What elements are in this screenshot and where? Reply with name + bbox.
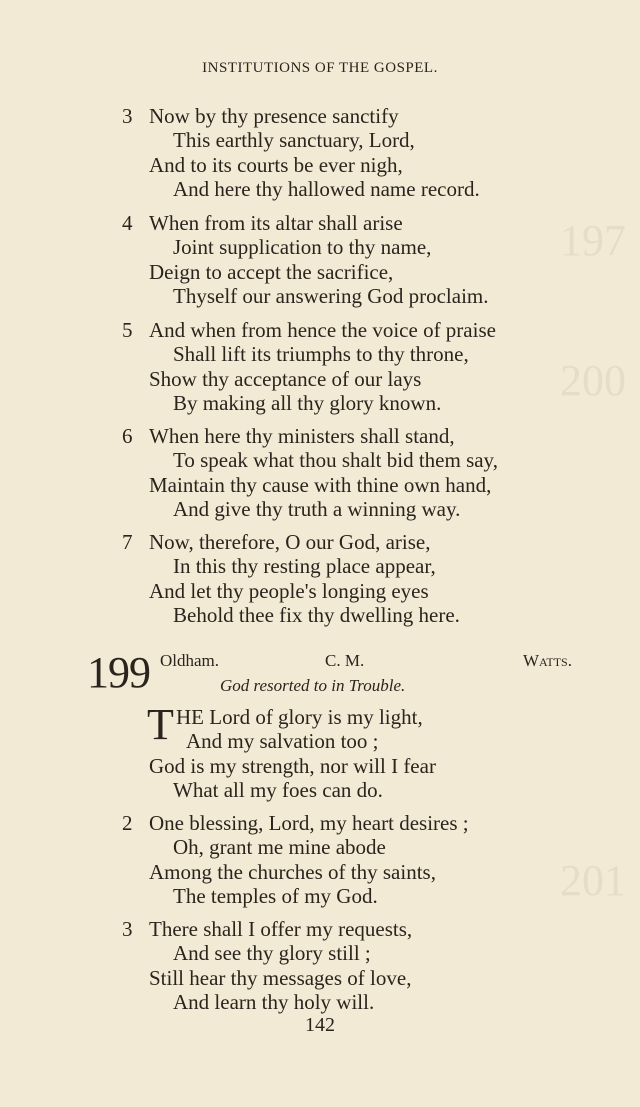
stanza-number: 5	[122, 318, 133, 342]
verse-line: Oh, grant me mine abode	[173, 835, 386, 859]
verse-line: And see thy glory still ;	[173, 941, 371, 965]
verse-line: This earthly sanctuary, Lord,	[173, 128, 415, 152]
verse-line: Maintain thy cause with thine own hand,	[149, 473, 492, 497]
hymn-title: God resorted to in Trouble.	[220, 676, 406, 695]
verse-line: The temples of my God.	[173, 884, 378, 908]
bleed-through-mark: 197	[560, 216, 626, 265]
meter: C. M.	[325, 651, 365, 670]
verse-line: In this thy resting place appear,	[173, 554, 436, 578]
verse-line: By making all thy glory known.	[173, 391, 442, 415]
author: Watts.	[523, 651, 572, 670]
verse-line: To speak what thou shalt bid them say,	[173, 448, 498, 472]
stanza-number: 3	[122, 917, 133, 941]
stanza-number: 4	[122, 211, 133, 235]
verse-line: And to its courts be ever nigh,	[149, 153, 403, 177]
verse-line: What all my foes can do.	[173, 778, 383, 802]
verse-line: Among the churches of thy saints,	[149, 860, 436, 884]
stanza-number: 3	[122, 104, 133, 128]
bleed-through-mark: 201	[560, 856, 626, 905]
verse-line: And give thy truth a winning way.	[173, 497, 461, 521]
verse-line: Show thy acceptance of our lays	[149, 367, 422, 391]
bleed-through-mark: 200	[560, 356, 626, 405]
verse-line: There shall I offer my requests,	[149, 917, 413, 941]
verse-line: And here thy hallowed name record.	[173, 177, 480, 201]
tune-name: Oldham.	[160, 651, 220, 670]
verse-line: Now, therefore, O our God, arise,	[149, 530, 431, 554]
verse-line: And my salvation too ;	[186, 729, 379, 753]
stanza-number: 7	[122, 530, 133, 554]
verse-line: One blessing, Lord, my heart desires ;	[149, 811, 469, 835]
verse-line: And when from hence the voice of praise	[149, 318, 496, 342]
verse-line: Joint supplication to thy name,	[173, 235, 432, 259]
drop-cap: T	[147, 700, 174, 749]
hymn-number: 199	[87, 648, 150, 697]
running-head: INSTITUTIONS OF THE GOSPEL.	[202, 60, 438, 76]
verse-line: Shall lift its triumphs to thy throne,	[173, 342, 469, 366]
verse-line: Behold thee fix thy dwelling here.	[173, 603, 460, 627]
stanza-number: 2	[122, 811, 133, 835]
verse-line: Deign to accept the sacrifice,	[149, 260, 394, 284]
verse-line: And learn thy holy will.	[173, 990, 375, 1014]
stanza-number: 6	[122, 424, 133, 448]
verse-line: Still hear thy messages of love,	[149, 966, 412, 990]
verse-line: HE Lord of glory is my light,	[176, 705, 423, 729]
verse-line: When from its altar shall arise	[149, 211, 403, 235]
verse-line: God is my strength, nor will I fear	[149, 754, 436, 778]
page-number: 142	[305, 1014, 335, 1036]
verse-line: Now by thy presence sanctify	[149, 104, 399, 128]
verse-line: And let thy people's longing eyes	[149, 579, 429, 603]
verse-line: When here thy ministers shall stand,	[149, 424, 455, 448]
verse-line: Thyself our answering God proclaim.	[173, 284, 489, 308]
